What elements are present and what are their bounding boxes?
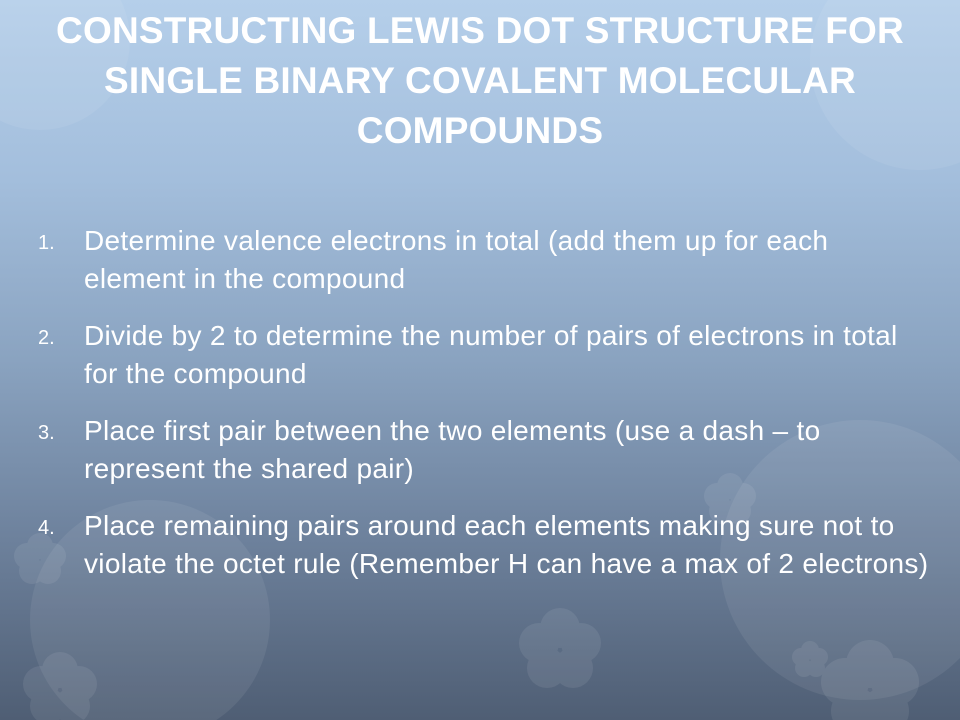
step-number: 4. xyxy=(38,517,55,539)
step-text: Place first pair between the two elements (use a dash – to represent the shared pair) xyxy=(84,415,821,484)
step-item xyxy=(38,507,938,583)
step-item xyxy=(38,317,938,393)
step-number: 1. xyxy=(38,232,55,254)
step-text: Determine valence electrons in total (add them up for each element in the compound xyxy=(84,225,829,294)
step-text: Divide by 2 to determine the number of pairs of electrons in total for the compound xyxy=(84,320,898,389)
step-item xyxy=(38,412,938,488)
steps-list xyxy=(38,222,938,602)
step-text: Place remaining pairs around each elements making sure not to violate the octet rule (Remember H can have a max of 2 electrons) xyxy=(84,510,929,579)
step-item xyxy=(38,222,938,298)
step-number: 3. xyxy=(38,422,55,444)
slide-title: CONSTRUCTING LEWIS DOT STRUCTURE FOR SINGLE BINARY COVALENT MOLECULAR COMPOUNDS xyxy=(56,10,904,151)
step-number: 2. xyxy=(38,327,55,349)
